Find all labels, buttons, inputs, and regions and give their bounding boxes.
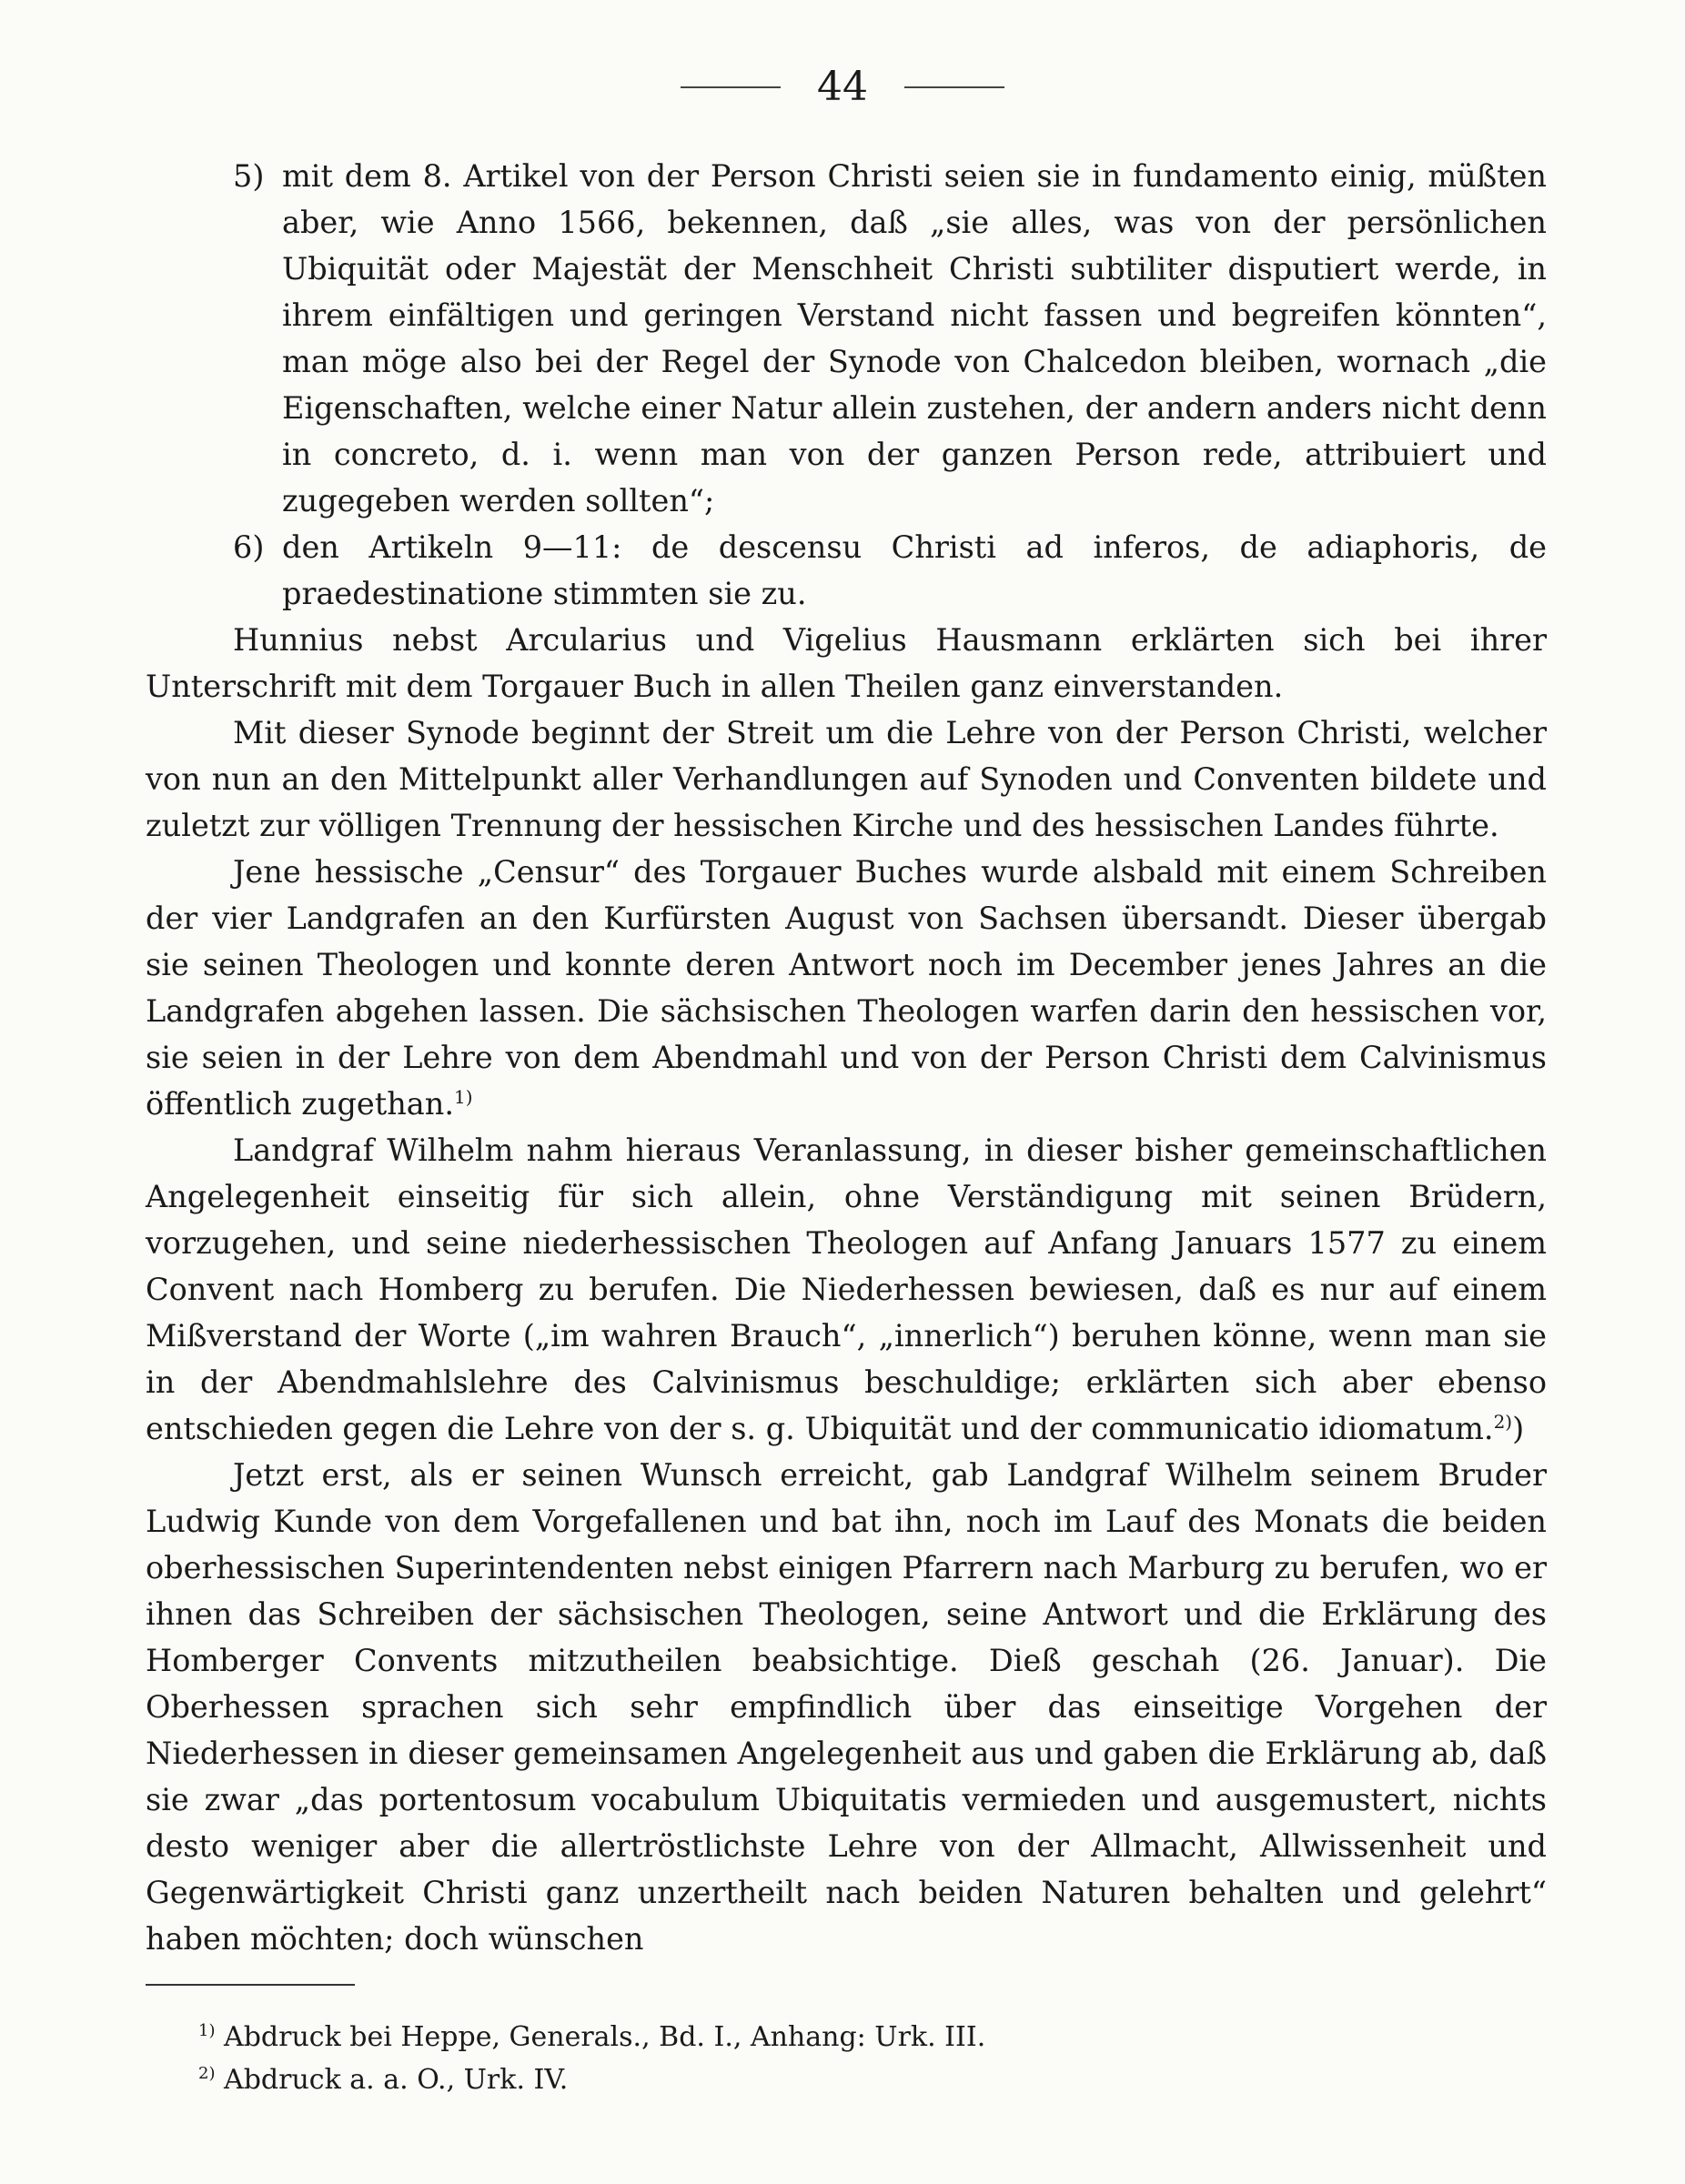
header-rule-right — [904, 86, 1004, 88]
footnote-mark: 1) — [198, 2021, 216, 2040]
page-header — [0, 64, 1685, 110]
header-rule-left — [681, 86, 781, 88]
footnote-1 — [198, 2016, 1545, 2058]
footnote-mark: 2) — [198, 2064, 216, 2083]
footnote-text: Abdruck bei Heppe, Generals., Bd. I., Anhang: Urk. III. — [224, 2021, 986, 2053]
paragraph-text: Landgraf Wilhelm nahm hieraus Veranlassung, in dieser bisher gemeinschaftlichen Angelegenheit einseitig für sich allein, ohne Verständigung mit seinen Brüdern, vorzugehen, und seine niederhessischen Theologen auf Anfang Januars 1577 zu einem Convent nach Homberg zu berufen. Die Niederhessen bewiesen, daß es nur auf einem Mißverstand der Worte („im wahren Brauch“, „innerlich“) beruhen könne, wenn man sie in der Abendmahlslehre des Calvinismus beschuldige; erklärten sich aber ebenso entschieden gegen die Lehre von der s. g. Ubiquität und der communicatio idiomatum. — [146, 1132, 1547, 1446]
footnotes — [198, 2016, 1545, 2101]
page-number: 44 — [817, 64, 868, 110]
list-item-6 — [146, 524, 1547, 617]
paragraph-text: Jene hessische „Censur“ des Torgauer Buches wurde alsbald mit einem Schreiben der vier Landgrafen an den Kurfürsten August von Sachsen übersandt. Dieser übergab sie seinen Theologen und konnte deren Antwort noch im December jenes Jahres an die Landgrafen abgehen lassen. Die sächsischen Theologen warfen darin den hessischen vor, sie seien in der Lehre von dem Abendmahl und von der Person Christi dem Calvinismus öffentlich zugethan. — [146, 854, 1547, 1122]
footnote-ref-2: 2) — [1493, 1410, 1513, 1433]
footnote-ref-1: 1) — [453, 1085, 473, 1108]
body-text — [146, 153, 1547, 1962]
list-item-5 — [146, 153, 1547, 524]
paragraph-wilhelm: Landgraf Wilhelm nahm hieraus Veranlassung, in dieser bisher gemeinschaftlichen Angelegenheit einseitig für sich allein, ohne Verständigung mit seinen Brüdern, vorzugehen, und seine niederhessischen Theologen auf Anfang Januars 1577 zu einem Convent nach Homberg zu berufen. Die Niederhessen bewiesen, daß es nur auf einem Mißverstand der Worte („im wahren Brauch“, „innerlich“) beruhen könne, wenn man sie in der Abendmahlslehre des Calvinismus beschuldige; erklärten sich aber ebenso entschieden gegen die Lehre von der s. g. Ubiquität und der communicatio idiomatum.$^{2)}$) — [146, 1132, 1547, 1446]
footnote-text: Abdruck a. a. O., Urk. IV. — [224, 2064, 569, 2096]
footnote-rule — [146, 1984, 355, 1986]
list-text: mit dem 8. Artikel von der Person Christi seien sie in fundamento einig, müßten aber, wie Anno 1566, bekennen, daß „sie alles, was von der persönlichen Ubiquität oder Majestät der Menschheit Christi subtiliter disputiert werde, in ihrem einfältigen und geringen Verstand nicht fassen und begreifen könnten“, man möge also bei der Regel der Synode von Chalcedon bleiben, wornach „die Eigenschaften, welche einer Natur allein zustehen, der andern anders nicht denn in concreto, d. i. wenn man von der ganzen Person rede, attribuiert und zugegeben werden sollten“; — [282, 158, 1547, 518]
paragraph-censur — [146, 849, 1547, 1127]
paragraph-hunnius: Hunnius nebst Arcularius und Vigelius Hausmann erklärten sich bei ihrer Unterschrift mit dem Torgauer Buch in allen Theilen ganz einverstanden. — [146, 622, 1547, 704]
list-text: den Artikeln 9—11: de descensu Christi ad inferos, de adiaphoris, de praedestinatione stimmten sie zu. — [282, 529, 1547, 611]
list-label: 5) — [233, 158, 265, 194]
paragraph-synode: Mit dieser Synode beginnt der Streit um die Lehre von der Person Christi, welcher von nun an den Mittelpunkt aller Verhandlungen auf Synoden und Conventen bildete und zuletzt zur völligen Trennung der hessischen Kirche und des hessischen Landes führte. — [146, 715, 1547, 843]
footnote-2 — [198, 2058, 1545, 2101]
paragraph-jetzt: Jetzt erst, als er seinen Wunsch erreicht, gab Landgraf Wilhelm seinem Bruder Ludwig Kunde von dem Vorgefallenen und bat ihn, noch im Lauf des Monats die beiden oberhessischen Superintendenten nebst einigen Pfarrern nach Marburg zu berufen, wo er ihnen das Schreiben der sächsischen Theologen, seine Antwort und die Erklärung des Homberger Convents mitzutheilen beabsichtige. Dieß geschah (26. Januar). Die Oberhessen sprachen sich sehr empfindlich über das einseitige Vorgehen der Niederhessen in dieser gemeinsamen Angelegenheit aus und gaben die Erklärung ab, daß sie zwar „das portentosum vocabulum Ubiquitatis vermieden und ausgemustert, nichts desto weniger aber die allertröstlichste Lehre von der Allmacht, Allwissenheit und Gegenwärtigkeit Christi ganz unzertheilt nach beiden Naturen behalten und gelehrt“ haben möchten; doch wünschen — [146, 1457, 1547, 1957]
list-label: 6) — [233, 529, 265, 565]
